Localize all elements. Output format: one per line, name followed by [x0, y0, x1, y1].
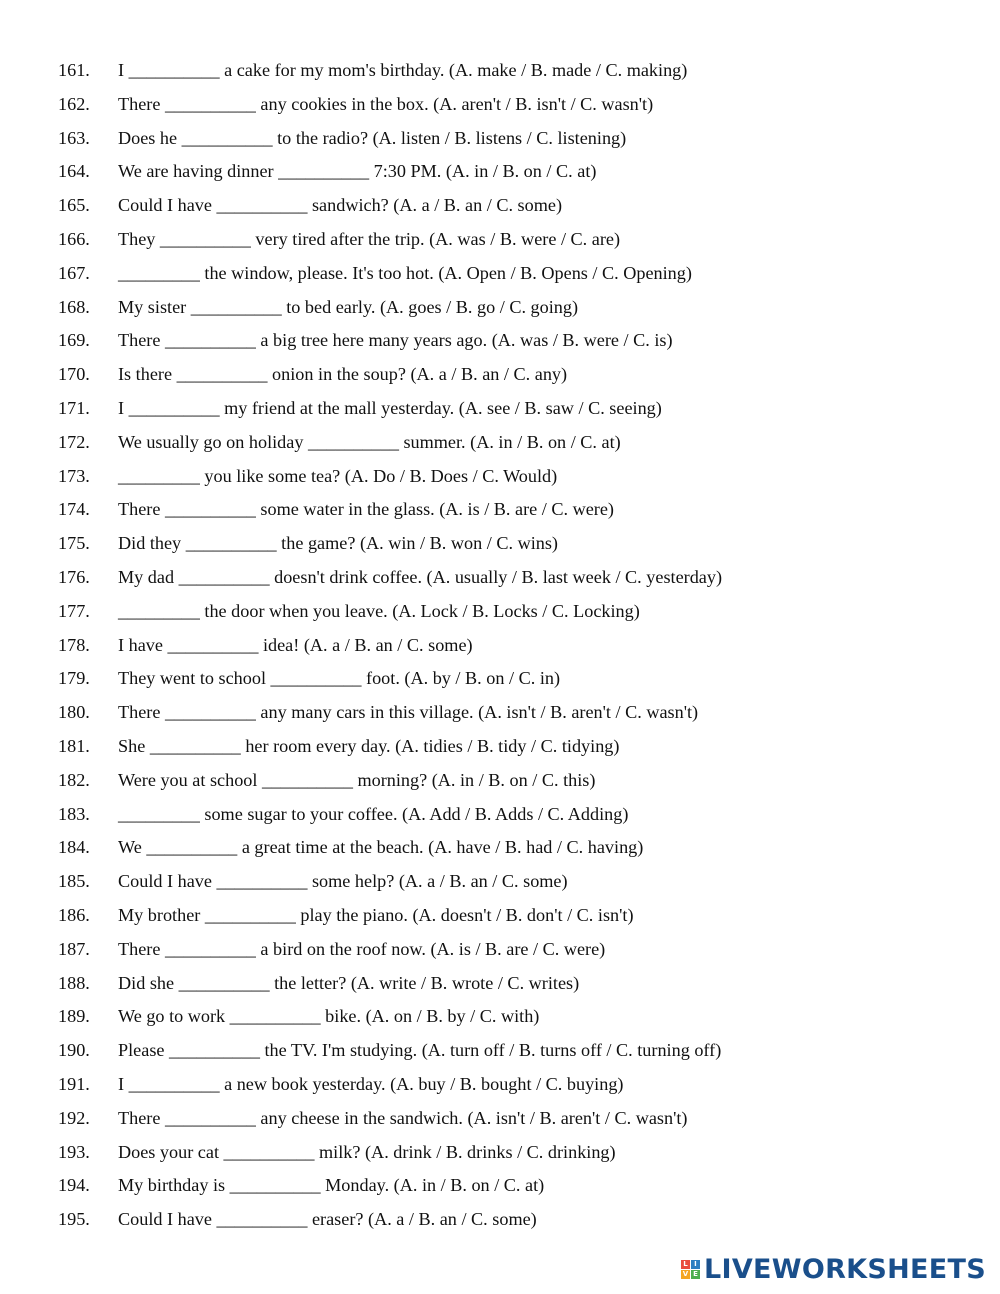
question-number: 183.: [58, 803, 90, 824]
question-item: [58, 426, 722, 460]
question-number: 179.: [58, 668, 90, 689]
question-item: [58, 899, 722, 933]
question-number: 172.: [58, 431, 90, 452]
logo-mark-icon: [681, 1260, 700, 1279]
question-number: 174.: [58, 499, 90, 520]
question-text: I __________ a new book yesterday. (A. buy / B. bought / C. buying): [118, 1073, 624, 1094]
question-number: 191.: [58, 1073, 90, 1094]
question-text: There __________ any many cars in this village. (A. isn't / B. aren't / C. wasn't): [118, 702, 699, 723]
question-item: [58, 764, 722, 798]
question-number: 170.: [58, 364, 90, 385]
question-text: She __________ her room every day. (A. tidies / B. tidy / C. tidying): [118, 735, 620, 756]
question-number: 193.: [58, 1141, 90, 1162]
question-item: [58, 460, 722, 494]
question-text: My sister __________ to bed early. (A. goes / B. go / C. going): [118, 296, 579, 317]
question-number: 186.: [58, 904, 90, 925]
question-item: [58, 967, 722, 1001]
question-text: _________ you like some tea? (A. Do / B. Does / C. Would): [118, 465, 558, 486]
question-item: [58, 1000, 722, 1034]
logo-letter: V: [682, 1269, 689, 1278]
question-item: [58, 291, 722, 325]
question-item: [58, 493, 722, 527]
question-item: [58, 223, 722, 257]
question-item: [58, 324, 722, 358]
question-text: I have __________ idea! (A. a / B. an / C. some): [118, 634, 473, 655]
question-text: Please __________ the TV. I'm studying. (A. turn off / B. turns off / C. turning off): [118, 1040, 722, 1061]
question-text: There __________ a bird on the roof now. (A. is / B. are / C. were): [118, 938, 606, 959]
question-text: There __________ a big tree here many years ago. (A. was / B. were / C. is): [118, 330, 673, 351]
brand-name: LIVEWORKSHEETS: [703, 1253, 986, 1285]
question-number: 175.: [58, 533, 90, 554]
question-item: [58, 189, 722, 223]
question-text: Does your cat __________ milk? (A. drink / B. drinks / C. drinking): [118, 1141, 616, 1162]
question-text: We are having dinner __________ 7:30 PM. (A. in / B. on / C. at): [118, 161, 597, 182]
question-number: 195.: [58, 1209, 90, 1230]
question-item: [58, 527, 722, 561]
question-item: [58, 1203, 722, 1237]
question-number: 188.: [58, 972, 90, 993]
liveworksheets-logo[interactable]: [681, 1254, 986, 1284]
question-item: [58, 831, 722, 865]
question-number: 184.: [58, 837, 90, 858]
logo-letter: L: [681, 1260, 690, 1269]
question-text: There __________ some water in the glass. (A. is / B. are / C. were): [118, 499, 614, 520]
question-number: 173.: [58, 465, 90, 486]
question-item: [58, 865, 722, 899]
question-item: [58, 358, 722, 392]
question-text: Could I have __________ sandwich? (A. a / B. an / C. some): [118, 195, 563, 216]
logo-letter: I: [691, 1260, 700, 1269]
question-text: _________ the door when you leave. (A. Lock / B. Locks / C. Locking): [118, 600, 640, 621]
question-number: 190.: [58, 1040, 90, 1061]
question-text: There __________ any cookies in the box. (A. aren't / B. isn't / C. wasn't): [118, 93, 654, 114]
question-item: [58, 1136, 722, 1170]
question-item: [58, 155, 722, 189]
question-item: [58, 1102, 722, 1136]
question-item: [58, 933, 722, 967]
question-number: 167.: [58, 262, 90, 283]
question-item: [58, 798, 722, 832]
question-number: 177.: [58, 600, 90, 621]
question-number: 166.: [58, 228, 90, 249]
question-list: [58, 54, 722, 1237]
question-text: Were you at school __________ morning? (A. in / B. on / C. this): [118, 769, 596, 790]
question-number: 189.: [58, 1006, 90, 1027]
question-text: I __________ a cake for my mom's birthday. (A. make / B. made / C. making): [118, 60, 688, 80]
question-number: 176.: [58, 566, 90, 587]
question-number: 165.: [58, 195, 90, 216]
question-text: _________ some sugar to your coffee. (A. Add / B. Adds / C. Adding): [118, 803, 629, 824]
question-text: Could I have __________ eraser? (A. a / B. an / C. some): [118, 1209, 537, 1230]
question-item: [58, 257, 722, 291]
question-text: Could I have __________ some help? (A. a / B. an / C. some): [118, 871, 568, 892]
question-text: Is there __________ onion in the soup? (A. a / B. an / C. any): [118, 364, 568, 385]
question-item: [58, 1034, 722, 1068]
question-text: I __________ my friend at the mall yesterday. (A. see / B. saw / C. seeing): [118, 397, 662, 418]
question-item: [58, 122, 722, 156]
question-number: 161.: [58, 60, 90, 80]
question-number: 164.: [58, 161, 90, 182]
question-text: There __________ any cheese in the sandwich. (A. isn't / B. aren't / C. wasn't): [118, 1107, 688, 1128]
question-text: My birthday is __________ Monday. (A. in / B. on / C. at): [118, 1175, 545, 1196]
logo-letter: E: [691, 1270, 700, 1279]
question-number: 168.: [58, 296, 90, 317]
question-text: Did they __________ the game? (A. win / B. won / C. wins): [118, 533, 558, 554]
question-item: [58, 54, 722, 88]
question-number: 185.: [58, 871, 90, 892]
question-item: [58, 629, 722, 663]
question-number: 182.: [58, 769, 90, 790]
question-number: 178.: [58, 634, 90, 655]
question-text: Does he __________ to the radio? (A. listen / B. listens / C. listening): [118, 127, 627, 148]
question-item: [58, 1169, 722, 1203]
question-text: My dad __________ doesn't drink coffee. (A. usually / B. last week / C. yesterday): [118, 566, 723, 587]
question-number: 194.: [58, 1175, 90, 1196]
question-item: [58, 1068, 722, 1102]
question-item: [58, 696, 722, 730]
question-number: 162.: [58, 93, 90, 114]
question-item: [58, 561, 722, 595]
question-number: 180.: [58, 702, 90, 723]
question-text: Did she __________ the letter? (A. write / B. wrote / C. writes): [118, 972, 580, 993]
question-text: _________ the window, please. It's too hot. (A. Open / B. Opens / C. Opening): [118, 262, 692, 283]
question-item: [58, 595, 722, 629]
question-number: 163.: [58, 127, 90, 148]
question-item: [58, 392, 722, 426]
question-text: We __________ a great time at the beach. (A. have / B. had / C. having): [118, 837, 644, 858]
question-text: We go to work __________ bike. (A. on / B. by / C. with): [118, 1006, 540, 1027]
question-number: 187.: [58, 938, 90, 959]
question-number: 181.: [58, 735, 90, 756]
question-text: They __________ very tired after the trip. (A. was / B. were / C. are): [118, 228, 621, 249]
question-item: [58, 730, 722, 764]
question-item: [58, 662, 722, 696]
question-number: 169.: [58, 330, 90, 351]
question-text: My brother __________ play the piano. (A. doesn't / B. don't / C. isn't): [118, 904, 634, 925]
question-number: 171.: [58, 397, 90, 418]
question-text: They went to school __________ foot. (A. by / B. on / C. in): [118, 668, 561, 689]
question-item: [58, 88, 722, 122]
question-text: We usually go on holiday __________ summer. (A. in / B. on / C. at): [118, 431, 621, 452]
question-number: 192.: [58, 1107, 90, 1128]
